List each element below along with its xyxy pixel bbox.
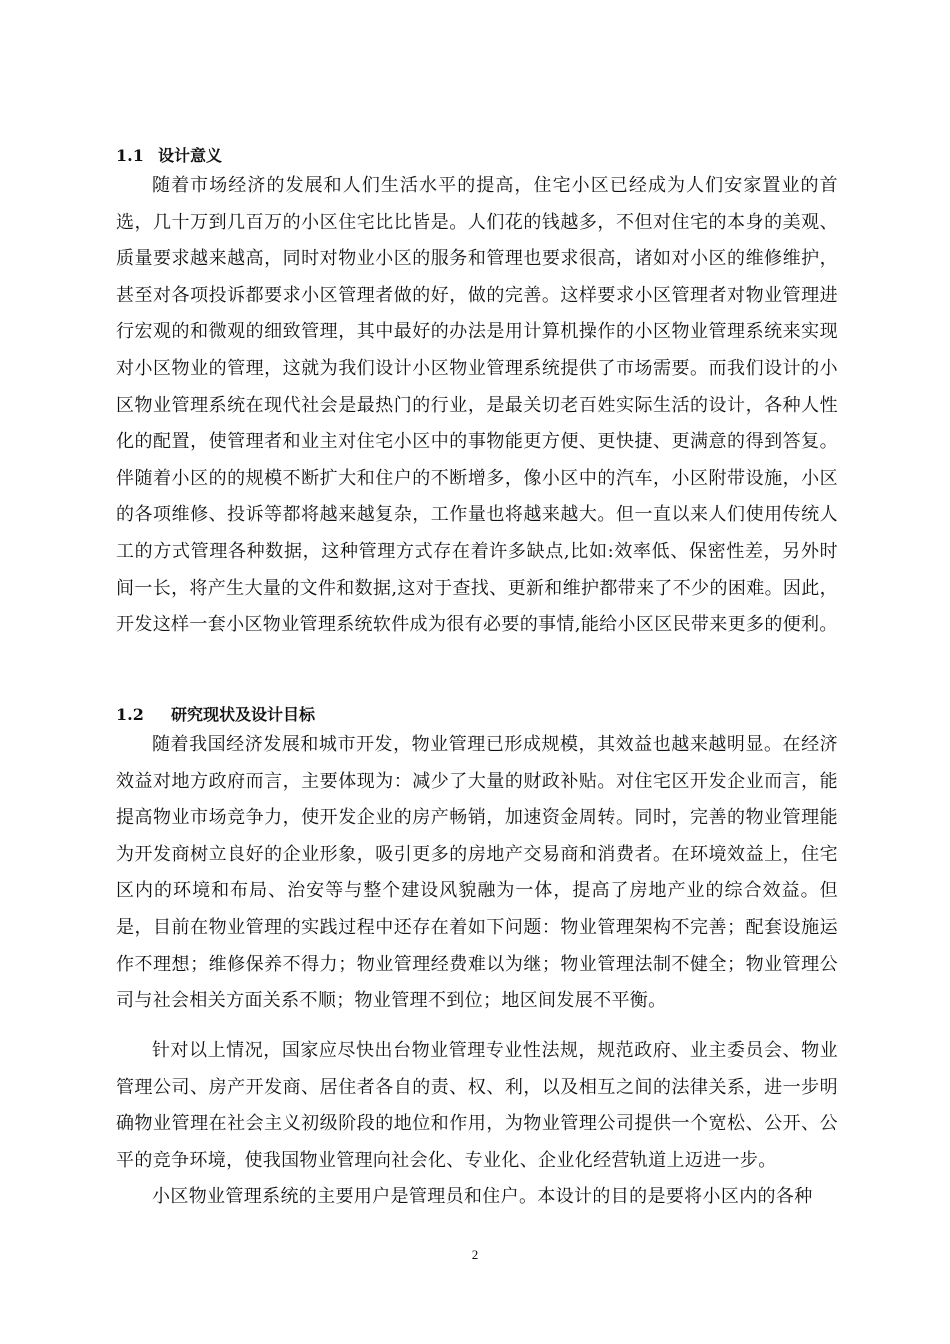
section-title: 研究现状及设计目标 — [171, 705, 316, 724]
paragraph: 随着市场经济的发展和人们生活水平的提高，住宅小区已经成为人们安家置业的首选，几十万到几百万的小区住宅比比皆是。人们花的钱越多，不但对住宅的本身的美观、质量要求越来越高，同时对物业小区的服务和管理也要求很高，诸如对小区的维修维护，甚至对各项投诉都要求小区管理者做的好，做的完善。这样要求小区管理者对物业管理进行宏观的和微观的细致管理，其中最好的办法是用计算机操作的小区物业管理系统来实现对小区物业的管理，这就为我们设计小区物业管理系统提供了市场需要。而我们设计的小区物业管理系统在现代社会是最热门的行业，是最关切老百姓实际生活的设计，各种人性化的配置，使管理者和业主对住宅小区中的事物能更方便、更快捷、更满意的得到答复。伴随着小区的的规模不断扩大和住户的不断增多，像小区中的汽车，小区附带设施，小区的各项维修、投诉等都将越来越复杂，工作量也将越来越大。但一直以来人们使用传统人工的方式管理各种数据，这种管理方式存在着许多缺点,比如:效率低、保密性差，另外时间一长，将产生大量的文件和数据,这对于查找、更新和维护都带来了不少的困难。因此，开发这样一套小区物业管理系统软件成为很有必要的事情,能给小区区民带来更多的便利。 — [116, 175, 838, 636]
paragraph: 针对以上情况，国家应尽快出台物业管理专业性法规，规范政府、业主委员会、物业管理公司、房产开发商、居住者各自的责、权、利，以及相互之间的法律关系，进一步明确物业管理在社会主义初级阶段的地位和作用，为物业管理公司提供一个宽松、公开、公平的竞争环境，使我国物业管理向社会化、专业化、企业化经营轨道上迈进一步。 — [116, 1040, 838, 1171]
section-heading-1-1 — [116, 146, 222, 166]
section-number: 1.2 — [116, 705, 144, 724]
page-number: 2 — [471, 1247, 479, 1262]
paragraph: 小区物业管理系统的主要用户是管理员和住户。本设计的目的是要将小区内的各种 — [152, 1186, 813, 1207]
section-number: 1.1 — [116, 146, 144, 165]
section-heading-1-2 — [116, 705, 315, 725]
section-title: 设计意义 — [158, 146, 223, 165]
paragraph: 随着我国经济发展和城市开发，物业管理已形成规模，其效益也越来越明显。在经济效益对地方政府而言，主要体现为：减少了大量的财政补贴。对住宅区开发企业而言，能提高物业市场竞争力，使开发企业的房产畅销，加速资金周转。同时，完善的物业管理能为开发商树立良好的企业形象，吸引更多的房地产交易商和消费者。在环境效益上，住宅区内的环境和布局、治安等与整个建设风貌融为一体，提高了房地产业的综合效益。但是，目前在物业管理的实践过程中还存在着如下问题：物业管理架构不完善；配套设施运作不理想；维修保养不得力；物业管理经费难以为继；物业管理法制不健全；物业管理公司与社会相关方面关系不顺；物业管理不到位；地区间发展不平衡。 — [116, 734, 838, 1012]
